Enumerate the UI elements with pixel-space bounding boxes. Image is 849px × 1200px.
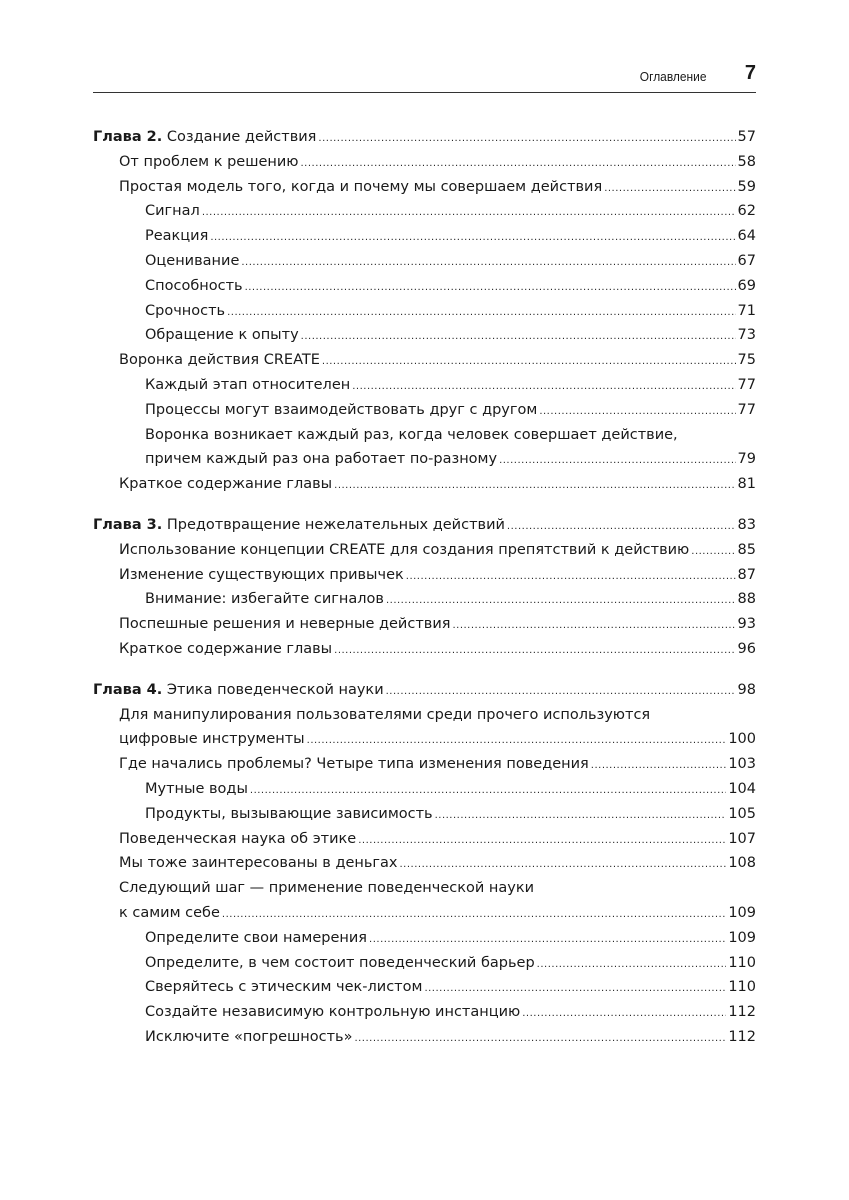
toc-page-number: 109 (728, 929, 756, 946)
toc-page-number: 112 (728, 1028, 756, 1045)
toc-entry-title: Определите, в чем состоит поведенческий барьер (145, 954, 535, 971)
dot-leader (452, 614, 735, 639)
toc-entry[interactable] (93, 150, 756, 175)
dot-leader (424, 977, 726, 1002)
toc-entry-title: цифровые инструменты (119, 731, 305, 748)
toc-entry-title: Определите свои намерения (145, 929, 368, 946)
toc-page-number: 85 (737, 541, 756, 558)
chapter-label: Глава 4. (93, 681, 163, 698)
toc-page-number: 71 (737, 302, 756, 319)
chapter-title: Создание действия (166, 129, 317, 145)
toc-entry-title: Использование концепции CREATE для создания препятствий к действию (119, 541, 690, 558)
chapter-label: Глава 2. (93, 129, 163, 145)
dot-leader (386, 589, 736, 614)
toc-entry-title: к самим себе (119, 904, 220, 921)
dot-leader (307, 729, 727, 754)
dot-leader (352, 375, 735, 400)
dot-leader (202, 201, 736, 226)
toc-entry-title (93, 678, 384, 703)
dot-leader (334, 474, 735, 499)
toc-entry-title: Внимание: избегайте сигналов (145, 591, 384, 608)
chapter-4 (93, 678, 756, 1050)
toc-chapter-heading[interactable] (93, 678, 756, 703)
toc-entry-title: Простая модель того, когда и почему мы совершаем действия (119, 178, 603, 195)
toc-page-number: 73 (737, 327, 756, 344)
toc-page-number: 75 (737, 352, 756, 369)
toc-page-number: 93 (737, 616, 756, 633)
toc-entry-title: Краткое содержание главы (119, 476, 333, 493)
dot-leader (250, 779, 726, 804)
toc-entry[interactable] (93, 951, 756, 976)
toc-page-number: 109 (728, 904, 756, 921)
chapter-title: Предотвращение нежелательных действий (166, 516, 505, 533)
toc-page-number: 58 (737, 153, 756, 170)
page-number: 7 (744, 62, 756, 84)
toc-page-number: 112 (728, 1004, 756, 1021)
toc-page-number: 108 (728, 855, 756, 872)
dot-leader (591, 754, 727, 779)
toc-entry[interactable] (93, 538, 756, 563)
toc-entry-title: От проблем к решению (119, 153, 299, 170)
toc-page-number: 57 (737, 129, 756, 145)
toc-entry[interactable] (93, 802, 756, 827)
toc-entry[interactable] (93, 249, 756, 274)
dot-leader (301, 325, 736, 350)
toc-entry-title (93, 513, 505, 538)
toc-page-number: 110 (728, 954, 756, 971)
toc-entry-title: Где начались проблемы? Четыре типа изменения поведения (119, 756, 589, 773)
toc-entry[interactable] (93, 472, 756, 497)
toc-entry[interactable] (93, 348, 756, 373)
toc-entry-title: Мы тоже заинтересованы в деньгах (119, 855, 398, 872)
toc-entry[interactable] (93, 727, 756, 752)
toc-page-number: 62 (737, 203, 756, 220)
chapter-3 (93, 513, 756, 662)
toc-entry-title: Срочность (145, 302, 226, 319)
toc-entry[interactable] (93, 398, 756, 423)
toc-entry-title: Изменение существующих привычек (119, 566, 404, 583)
dot-leader (691, 540, 735, 565)
toc-page-number: 64 (737, 228, 756, 245)
dot-leader (369, 928, 726, 953)
dot-leader (241, 251, 735, 276)
toc-entry[interactable] (93, 323, 756, 348)
toc-page-number: 83 (737, 516, 756, 533)
toc-entry[interactable] (93, 373, 756, 398)
table-of-contents (93, 125, 756, 1066)
toc-entry-title: Каждый этап относителен (145, 376, 351, 393)
toc-entry[interactable] (93, 901, 756, 926)
chapter-2 (93, 125, 756, 497)
dot-leader (222, 903, 726, 928)
toc-entry[interactable] (93, 1025, 756, 1050)
running-header-section: Оглавление (639, 69, 706, 84)
toc-entry-title: Поспешные решения и неверные действия (119, 616, 451, 633)
running-header (93, 62, 756, 93)
toc-page-number: 77 (737, 376, 756, 393)
toc-page-number: 103 (728, 756, 756, 773)
toc-page-number: 69 (737, 277, 756, 294)
toc-entry-title: Оценивание (145, 252, 240, 269)
toc-page-number: 59 (737, 178, 756, 195)
dot-leader (227, 301, 735, 326)
toc-entry-title: Обращение к опыту (145, 327, 299, 344)
dot-leader (537, 953, 727, 978)
toc-entry[interactable] (93, 612, 756, 637)
toc-entry[interactable] (93, 274, 756, 299)
toc-entry-title: Мутные воды (145, 780, 248, 797)
dot-leader (400, 853, 727, 878)
dot-leader (354, 1027, 726, 1052)
chapter-label: Глава 3. (93, 516, 163, 533)
toc-entry[interactable] (93, 975, 756, 1000)
dot-leader (301, 152, 736, 177)
toc-entry[interactable] (93, 224, 756, 249)
dot-leader (358, 829, 726, 854)
dot-leader (245, 276, 736, 301)
toc-entry-title: Сигнал (145, 203, 200, 220)
toc-entry[interactable] (93, 175, 756, 200)
toc-entry-title: Реакция (145, 228, 209, 245)
toc-entry-title: Сверяйтесь с этическим чек-листом (145, 979, 423, 996)
toc-entry-first-line[interactable]: Воронка возникает каждый раз, когда человек совершает действие, (145, 426, 678, 443)
toc-chapter-heading[interactable] (93, 125, 756, 150)
toc-entry[interactable] (93, 447, 756, 472)
toc-page-number: 110 (728, 979, 756, 996)
dot-leader (386, 680, 736, 705)
toc-entry[interactable] (93, 827, 756, 852)
dot-leader (507, 515, 736, 540)
toc-page-number: 105 (728, 805, 756, 822)
dot-leader (322, 350, 736, 375)
dot-leader (210, 226, 735, 251)
toc-entry-title: Поведенческая наука об этике (119, 830, 357, 847)
toc-entry-title: Процессы могут взаимодействовать друг с другом (145, 401, 538, 418)
toc-entry[interactable] (93, 1000, 756, 1025)
toc-entry-first-line[interactable]: Для манипулирования пользователями среди прочего используются (119, 706, 651, 723)
dot-leader (604, 177, 735, 202)
toc-page-number: 81 (737, 476, 756, 493)
toc-entry[interactable] (93, 926, 756, 951)
toc-entry[interactable] (93, 199, 756, 224)
dot-leader (406, 565, 736, 590)
dot-leader (539, 400, 735, 425)
toc-entry-title: причем каждый раз она работает по-разному (145, 451, 498, 468)
toc-entry[interactable] (93, 637, 756, 662)
toc-entry[interactable] (93, 851, 756, 876)
toc-page-number: 104 (728, 780, 756, 797)
toc-page-number: 77 (737, 401, 756, 418)
toc-chapter-heading[interactable] (93, 513, 756, 538)
dot-leader (522, 1002, 726, 1027)
toc-entry[interactable] (93, 299, 756, 324)
toc-entry-title: Краткое содержание главы (119, 640, 333, 657)
toc-entry[interactable] (93, 563, 756, 588)
chapter-title: Этика поведенческой науки (166, 681, 384, 698)
toc-entry-title: Продукты, вызывающие зависимость (145, 805, 433, 822)
dot-leader (499, 449, 735, 474)
toc-entry-title: Исключите «погрешность» (145, 1028, 353, 1045)
toc-entry-title: Воронка действия CREATE (119, 352, 320, 369)
dot-leader (318, 127, 735, 152)
toc-entry[interactable] (93, 587, 756, 612)
toc-page-number: 67 (737, 252, 756, 269)
toc-page-number: 87 (737, 566, 756, 583)
toc-page-number: 88 (737, 591, 756, 608)
dot-leader (334, 639, 735, 664)
toc-entry-first-line[interactable]: Следующий шаг — применение поведенческой науки (119, 880, 535, 897)
toc-entry[interactable] (93, 752, 756, 777)
toc-entry-title: Создайте независимую контрольную инстанцию (145, 1004, 521, 1021)
toc-entry-title (93, 125, 316, 150)
dot-leader (435, 804, 727, 829)
toc-entry-title: Способность (145, 277, 243, 294)
toc-page-number: 79 (737, 451, 756, 468)
toc-page-number: 98 (737, 681, 756, 698)
toc-entry[interactable] (93, 777, 756, 802)
toc-page-number: 96 (737, 640, 756, 657)
toc-page-number: 107 (728, 830, 756, 847)
toc-page-number: 100 (728, 731, 756, 748)
